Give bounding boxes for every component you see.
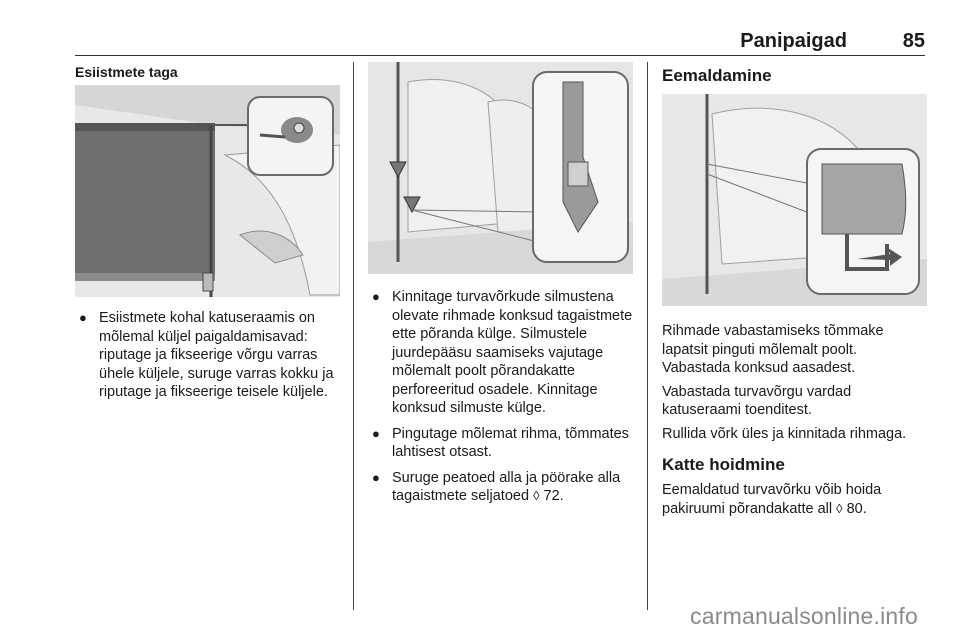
page-reference-icon: ◊ <box>533 488 540 503</box>
heading-removal: Eemaldamine <box>662 66 772 85</box>
paragraph: Eemaldatud turvavõrku võib hoida pakiruumi põrandakatte all ◊ 80. <box>662 482 882 517</box>
watermark: carmanualsonline.info <box>690 603 918 629</box>
paragraph: Rullida võrk üles ja kinnitada rihmaga. <box>662 425 907 442</box>
bullet-icon: ● <box>372 425 380 441</box>
column-1 <box>75 62 340 409</box>
figure-roof-frame-net-mount <box>75 85 340 297</box>
fastening-steps-list <box>368 288 633 506</box>
figure-floor-hooks <box>368 62 633 274</box>
list-item: ● Suruge peatoed alla ja pöörake alla tagaistmete seljatoed ◊ 72. <box>372 469 621 504</box>
list-item: ● Kinnitage turvavõrkude silmustena olevate rihmade konksud tagaistmete ette põranda külge. Silmustele juurdepääsu saamiseks vajutage mõlemalt poolt põrandakatte perforeeritud osadele. Kinnitage konksud silmuste külge. <box>372 289 633 416</box>
column-divider-2 <box>647 62 648 610</box>
heading-storing-cover: Katte hoidmine <box>662 455 785 474</box>
subheading-behind-front-seats: Esiistmete taga <box>75 64 178 80</box>
section-title: Panipaigad <box>740 30 847 52</box>
paragraph: Rihmade vabastamiseks tõmmake lapatsit pinguti mõlemalt poolt. Vabastada konksud aasadest. <box>662 323 884 376</box>
install-steps-list <box>75 309 340 402</box>
page-reference-icon: ◊ <box>836 500 843 516</box>
column-2 <box>368 62 633 513</box>
bullet-icon: ● <box>372 469 380 485</box>
list-item: ● Esiistmete kohal katuseraamis on mõlemal küljel paigaldamisavad: riputage ja fikseerige võrgu varras ühele küljele, suruge varras kokku ja riputage ja fikseerige teisele küljele. <box>79 310 334 400</box>
header-rule <box>75 55 925 56</box>
list-item: ● Pingutage mõlemat rihma, tõmmates lahtisest otsast. <box>372 425 629 460</box>
page-number: 85 <box>902 30 925 52</box>
paragraph: Vabastada turvavõrgu vardad katuseraami toenditest. <box>662 383 852 418</box>
column-divider-1 <box>353 62 354 610</box>
bullet-icon: ● <box>79 310 87 325</box>
page-reference-link[interactable]: 72. <box>543 488 564 504</box>
page-header <box>75 30 925 54</box>
figure-strap-release <box>662 94 927 306</box>
page-reference-link[interactable]: 80. <box>846 500 867 517</box>
column-3 <box>662 62 927 523</box>
bullet-icon: ● <box>372 289 380 304</box>
